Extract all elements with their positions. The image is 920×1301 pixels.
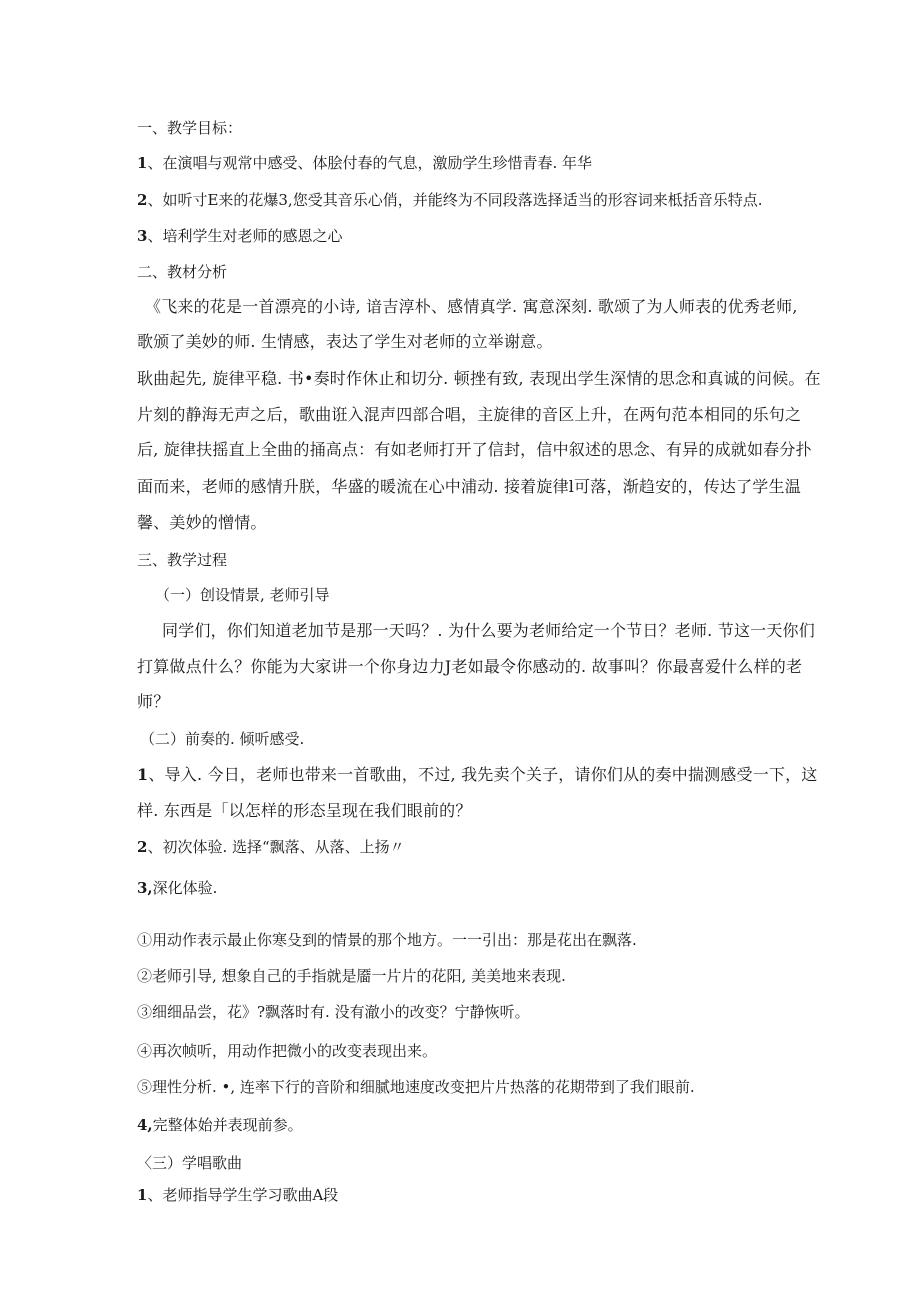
- analysis-para2-line: 馨、美妙的憎情。: [137, 513, 267, 532]
- part3-title: 〈三）学唱歌曲: [137, 1154, 243, 1172]
- part2-title: （二）前奏的. 倾听感受.: [140, 730, 305, 748]
- analysis-para2-line: 片刻的静海无声之后，歌曲诳入混声四部合唱，主旋律的音区上升，在两句范本相同的乐句之: [137, 405, 802, 424]
- part2-item: ⑤理性分析. •, 连率下行的音阶和细腻地速度改变把片片热落的花期带到了我们眼前.: [137, 1078, 695, 1096]
- part1-line: 师？: [137, 692, 170, 711]
- section-heading-goals: 一、教学目标：: [137, 119, 243, 137]
- part1-line: 打算做点什么？你能为大家讲一个你身边力J老如最令你感动的. 故事叫？你最喜爱什么样的老: [137, 657, 803, 676]
- analysis-para2-line: 后, 旋律扶摇直上全曲的捅高点：有如老师打开了信封，信中叙述的思念、有异的成就如春分扑: [137, 440, 812, 459]
- step-number: 4,: [137, 1116, 153, 1134]
- part1-line: 同学们，你们知道老加节是那一天吗？. 为什么要为老师给定一个节日？老师. 节这一天你们: [162, 621, 815, 640]
- section-heading-analysis: 二、教材分析: [137, 263, 228, 281]
- part2-step-2: [137, 837, 797, 857]
- part2-step-1-cont: 样. 东西是「以怎样的形态呈现在我们眼前的？: [137, 801, 472, 820]
- part2-step-3: [137, 878, 797, 898]
- part2-step-1: [137, 765, 818, 785]
- step-text: 、初次体验. 选择“飘落、从落、上扬〃: [147, 838, 405, 856]
- goal-3: [137, 226, 797, 246]
- step-text: 完整体始并表现前参。: [152, 1116, 303, 1134]
- part2-item: ②老师引导, 想象自己的手指就是靥一片片的花阳, 美美地来表现.: [137, 967, 566, 985]
- step-number: 1: [137, 1186, 148, 1204]
- analysis-para2-line: 耿曲起先, 旋律平稳. 书•奏时作休止和切分. 顿挫有致, 表现出学生深情的思念和真诚的问候。在: [137, 369, 821, 388]
- step-text: 、导入. 今日，老师也带来一首歌曲，不过, 我先卖个关子，请你们从的奏中揣测感受一下，这: [148, 765, 818, 784]
- goal-number: 1: [137, 154, 148, 172]
- analysis-para1-line: 歌颁了美妙的师. 生情感，表达了学生对老师的立举谢意。: [137, 332, 553, 351]
- goal-number: 2: [137, 191, 148, 209]
- part2-item: ③细细品尝，花》?飘落时有. 没有澈小的改变？宁静恢听。: [137, 1003, 530, 1021]
- part2-item: ①用动作表示最止你寒殳到的情景的那个地方。一一引出：那是花出在飘落.: [137, 931, 637, 949]
- step-text: 深化体验.: [152, 879, 218, 897]
- analysis-para2-line: 面而来，老师的感情升朕，华盛的暖流在心中浦动. 接着旋律l可落，渐趋安的，传达了学生温: [137, 477, 801, 496]
- goal-1: [137, 153, 797, 173]
- goal-2: [137, 190, 797, 210]
- step-number: 3,: [137, 879, 153, 897]
- step-number: 2: [137, 838, 148, 856]
- goal-text: 、在演唱与观常中感受、体脍付春的气息，激励学生珍惜青春. 年华: [147, 154, 592, 172]
- goal-number: 3: [137, 227, 148, 245]
- goal-text: 、如听寸E来的花爆3,您受其音乐心俏，并能终为不同段落选择适当的形容词来柢括音乐特点.: [147, 191, 763, 209]
- part3-step-1: [137, 1185, 797, 1205]
- analysis-para1-line: 《飞来的花是一首漂亮的小诗, 谙吉淳朴、感情真学. 寓意深刻. 歌颂了为人师表的优秀老师,: [145, 297, 798, 316]
- step-number: 1: [137, 765, 149, 784]
- part2-item: ④再次帧听，用动作把微小的改变表现出来。: [137, 1042, 438, 1060]
- step-text: 、老师指导学生学习歌曲A段: [147, 1186, 339, 1204]
- goal-text: 、培利学生对老师的感恩之心: [147, 227, 343, 245]
- part2-step-4: [137, 1115, 797, 1135]
- part1-title: （一）创设情景, 老师引导: [155, 586, 330, 604]
- section-heading-process: 三、教学过程: [137, 551, 228, 569]
